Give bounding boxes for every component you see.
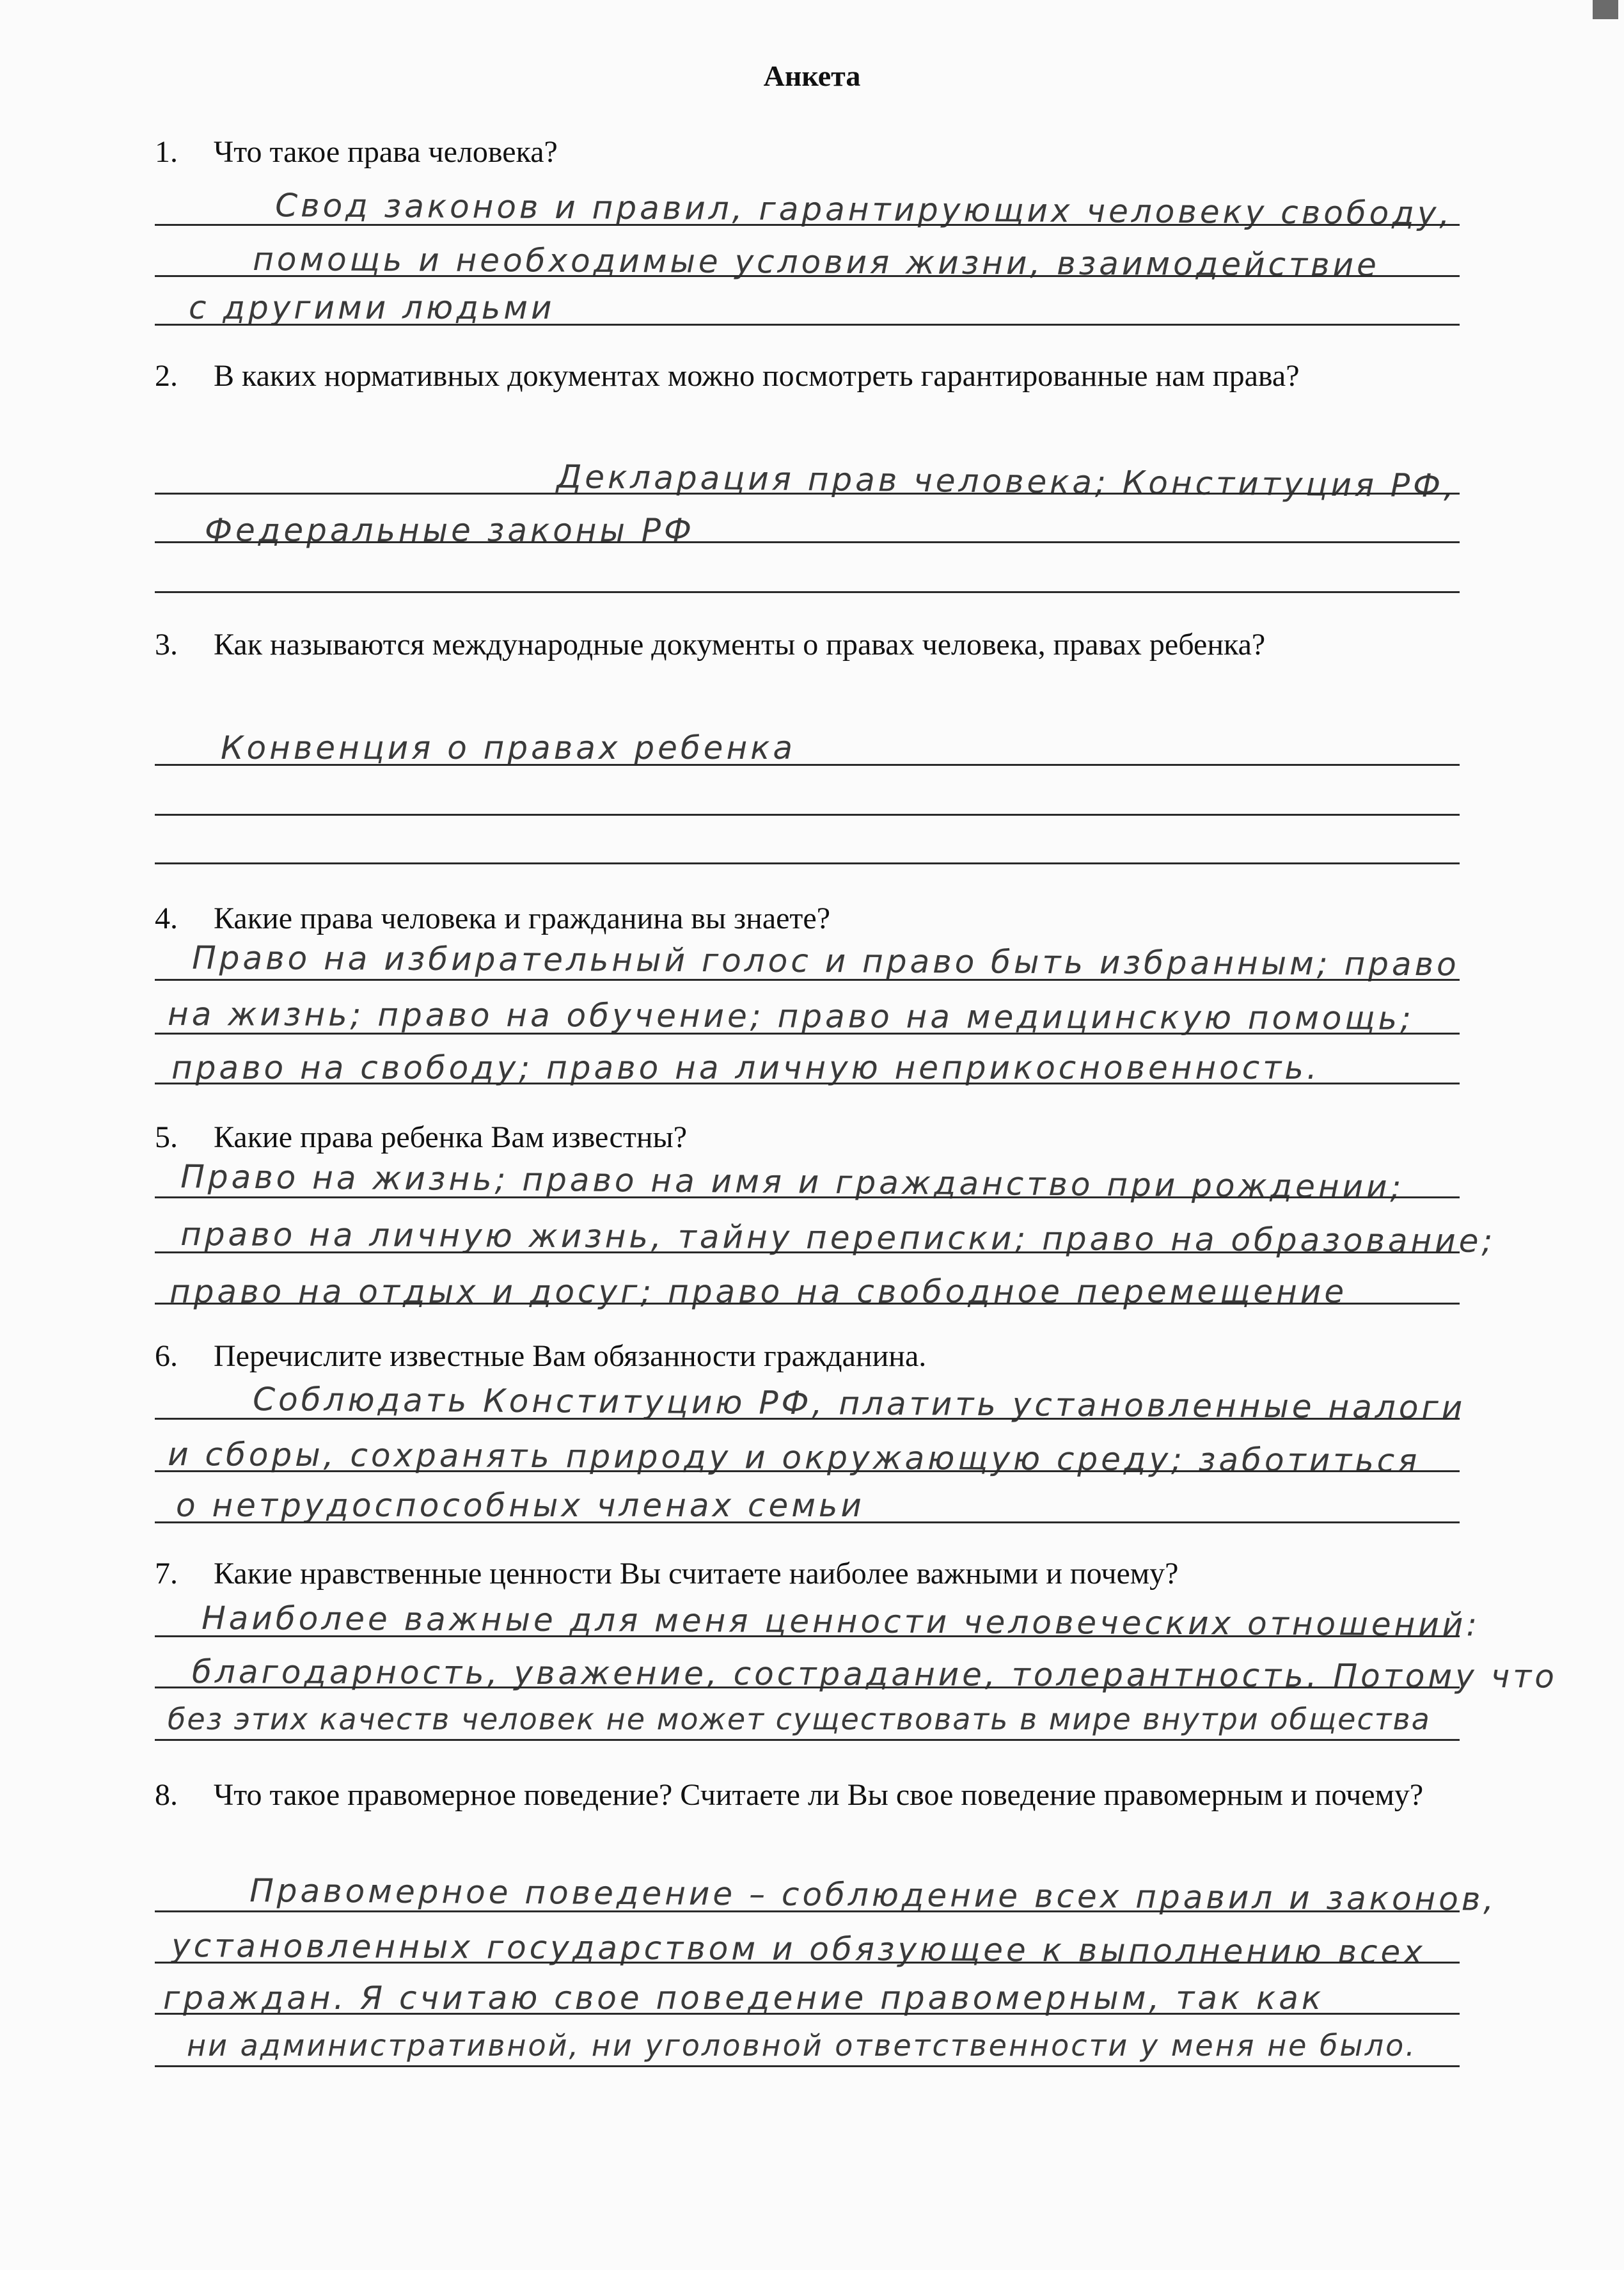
answer-rule: [155, 1303, 1460, 1305]
answer-rule: [155, 814, 1460, 816]
answer-line: право на отдых и досуг; право на свободное перемещение: [169, 1273, 1348, 1310]
answer-rule: [155, 1083, 1460, 1084]
answer-line: Федеральные законы РФ: [205, 512, 695, 549]
question-text: Какие права человека и гражданина вы знаете?: [214, 901, 831, 935]
answer-line: и сборы, сохранять природу и окружающую среду; заботиться: [168, 1436, 1421, 1480]
question-5: [155, 1111, 1479, 1164]
answer-rule: [155, 764, 1460, 766]
answer-line: ни административной, ни уголовной ответственности у меня не было.: [187, 2028, 1417, 2063]
question-3: [155, 618, 1479, 672]
question-number: 2.: [155, 359, 178, 393]
answer-rule: [155, 493, 1460, 495]
answer-rule: [155, 224, 1460, 226]
answer-rule: [155, 2065, 1460, 2067]
answer-line: благодарность, уважение, сострадание, толерантность. Потому что: [192, 1653, 1558, 1695]
answer-line: Конвенция о правах ребенка: [221, 729, 796, 766]
answer-rule: [155, 1196, 1460, 1198]
answer-line: на жизнь; право на обучение; право на медицинскую помощь;: [168, 996, 1414, 1037]
answer-line: право на личную жизнь, тайну переписки; право на образование;: [180, 1216, 1496, 1260]
scan-corner-mark: [1593, 0, 1618, 19]
answer-line: Правомерное поведение – соблюдение всех правил и законов,: [249, 1872, 1497, 1918]
question-text: Как называются международные документы о правах человека, правах ребенка?: [214, 628, 1266, 662]
answer-rule: [155, 1687, 1460, 1688]
question-number: 5.: [155, 1120, 178, 1154]
answer-line: Право на жизнь; право на имя и гражданство при рождении;: [180, 1158, 1405, 1206]
question-text: Перечислите известные Вам обязанности гражданина.: [214, 1339, 927, 1373]
answer-rule: [155, 1251, 1460, 1253]
answer-line: установленных государством и обязующее к выполнению всех: [171, 1927, 1426, 1971]
answer-rule: [155, 1521, 1460, 1523]
answer-line: помощь и необходимые условия жизни, взаимодействие: [253, 241, 1380, 284]
question-4: [155, 892, 1479, 946]
answer-line: без этих качеств человек не может существовать в мире внутри общества: [168, 1702, 1431, 1736]
answer-rule: [155, 1033, 1460, 1035]
question-number: 7.: [155, 1557, 178, 1591]
question-number: 4.: [155, 901, 178, 935]
answer-rule: [155, 1962, 1460, 1964]
answer-line: с другими людьми: [189, 289, 555, 326]
question-number: 6.: [155, 1339, 178, 1373]
answer-rule: [155, 1910, 1460, 1912]
question-8: [155, 1768, 1479, 1822]
answer-rule: [155, 862, 1460, 864]
answer-rule: [155, 979, 1460, 981]
question-text: Что такое права человека?: [214, 135, 558, 169]
question-2: [155, 349, 1479, 403]
question-text: В каких нормативных документах можно посмотреть гарантированные нам права?: [214, 359, 1300, 393]
question-7: [155, 1547, 1479, 1601]
question-text: Какие права ребенка Вам известны?: [214, 1120, 688, 1154]
question-text: Что такое правомерное поведение? Считаете ли Вы свое поведение правомерным и почему?: [214, 1778, 1424, 1812]
answer-rule: [155, 324, 1460, 326]
answer-line: Свод законов и правил, гарантирующих человеку свободу,: [275, 187, 1453, 232]
answer-rule: [155, 275, 1460, 277]
answer-rule: [155, 1470, 1460, 1472]
answer-line: Декларация прав человека; Конституция РФ,: [556, 458, 1458, 505]
question-number: 8.: [155, 1778, 178, 1812]
answer-rule: [155, 2013, 1460, 2015]
question-number: 1.: [155, 135, 178, 169]
question-1: [155, 125, 1479, 179]
question-number: 3.: [155, 628, 178, 662]
answer-line: Наиболее важные для меня ценности человеческих отношений:: [201, 1599, 1481, 1644]
question-text: Какие нравственные ценности Вы считаете наиболее важными и почему?: [214, 1557, 1179, 1591]
answer-rule: [155, 1739, 1460, 1741]
answer-line: Право на избирательный голос и право быть избранным; право: [192, 939, 1460, 983]
answer-line: граждан. Я считаю свое поведение правомерным, так как: [163, 1980, 1325, 2017]
answer-rule: [155, 541, 1460, 543]
answer-rule: [155, 591, 1460, 593]
answer-line: Соблюдать Конституцию РФ, платить установленные налоги: [253, 1381, 1466, 1427]
answer-line: о нетрудоспособных членах семьи: [176, 1487, 865, 1524]
answer-rule: [155, 1418, 1460, 1420]
question-6: [155, 1329, 1479, 1383]
answer-line: право на свободу; право на личную неприкосновенность.: [171, 1049, 1320, 1086]
page-title: Анкета: [763, 60, 861, 92]
answer-rule: [155, 1635, 1460, 1637]
